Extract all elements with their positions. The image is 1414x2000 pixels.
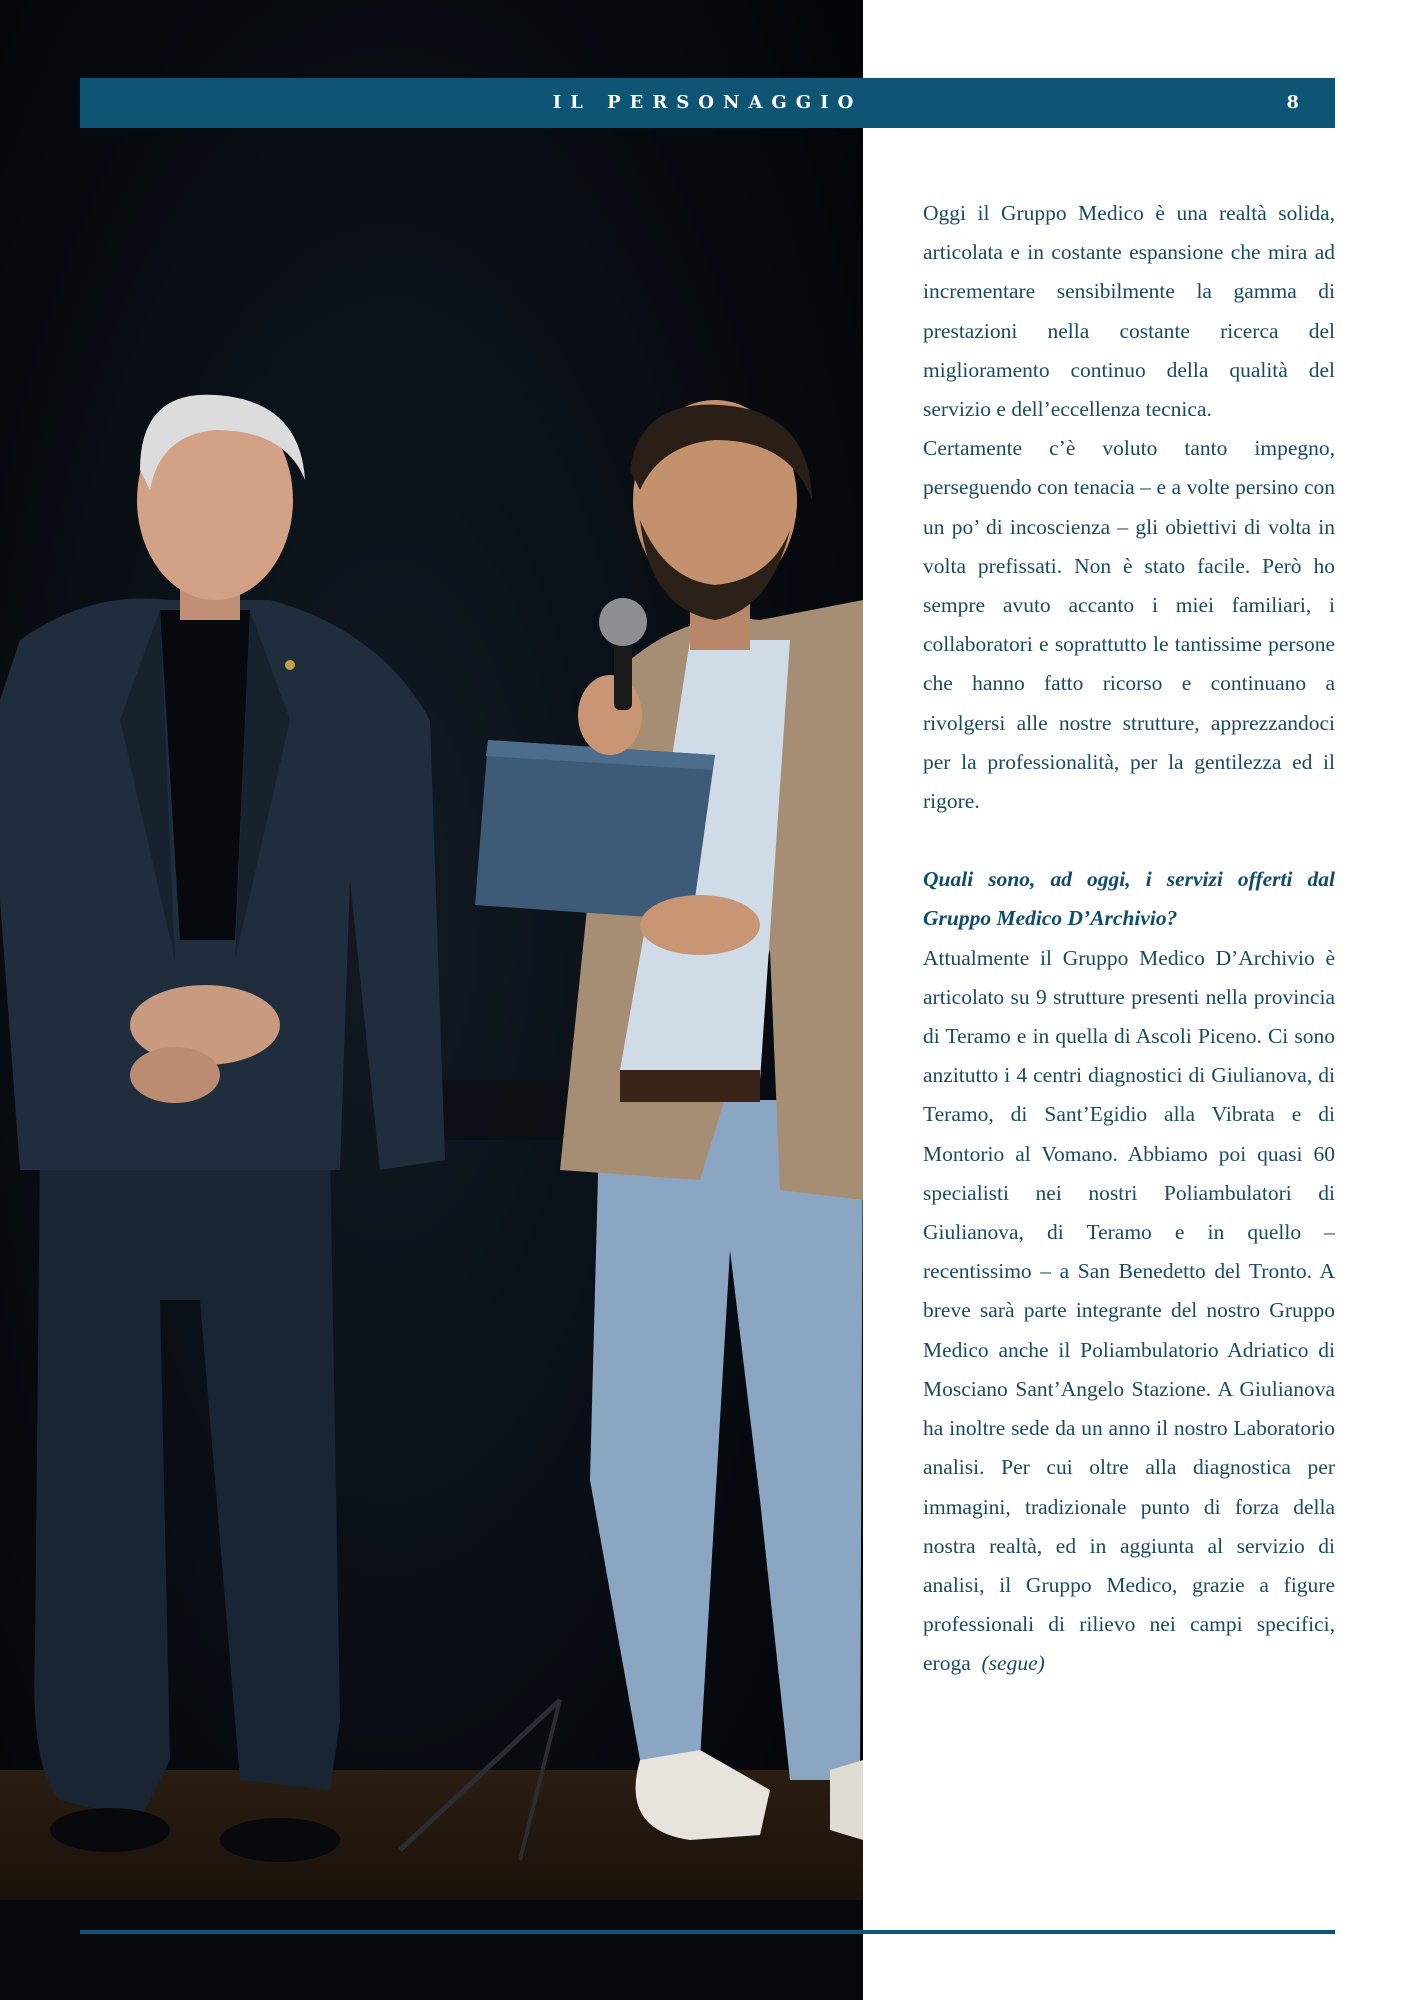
page-number: 8	[1286, 92, 1299, 113]
interview-question: Quali sono, ad oggi, i servizi offerti dal Gruppo Medico D’Archivio?	[923, 867, 1335, 931]
microphone	[614, 640, 632, 710]
section-header-bar	[80, 78, 1335, 128]
bottom-rule	[80, 1930, 1335, 1934]
interview-answer	[923, 939, 1335, 1684]
article-paragraph: Oggi il Gruppo Medico è una realtà solida, articolata e in costante espansione che mira ad incrementare sensibilmente la gamma di prestazioni nella costante ricerca del miglioramento continuo della qualità del servizio e dell’eccellenza tecnica.	[923, 201, 1335, 422]
interview-answer-text: Attualmente il Gruppo Medico D’Archivio è articolato su 9 strutture presenti nella provincia di Teramo e in quella di Ascoli Piceno. Ci sono anzitutto i 4 centri diagnostici di Giulianova, di Teramo, di Sant’Egidio alla Vibrata e di Montorio al Vomano. Abbiamo poi quasi 60 specialisti nei nostri Poliambulatori di Giulianova, di Teramo e in quello – recentissimo – a San Benedetto del Tronto. A breve sarà parte integrante del nostro Gruppo Medico anche il Poliambulatorio Adriatico di Mosciano Sant’Angelo Stazione. A Giulianova ha inoltre sede da un anno il nostro Laboratorio analisi. Per cui oltre alla diagnostica per immagini, tradizionale punto di forza della nostra realtà, ed in aggiunta al servizio di analisi, il Gruppo Medico, grazie a figure professionali di rilievo nei campi specifici, eroga	[923, 945, 1335, 1676]
paragraph-spacer	[923, 821, 1335, 860]
continued-label: (segue)	[981, 1651, 1045, 1676]
article-paragraph: Certamente c’è voluto tanto impegno, perseguendo con tenacia – e a volte persino con un po’ di incoscienza – gli obiettivi di volta in volta prefissati. Non è stato facile. Però ho sempre avuto accanto i miei familiari, i collaboratori e soprattutto le tantissime persone che hanno fatto ricorso e continuano a rivolgersi alle nostre strutture, apprezzandoci per la professionalità, per la gentilezza ed il rigore.	[923, 436, 1335, 814]
section-title: IL PERSONAGGIO	[552, 92, 863, 113]
article-body	[923, 194, 1335, 1684]
